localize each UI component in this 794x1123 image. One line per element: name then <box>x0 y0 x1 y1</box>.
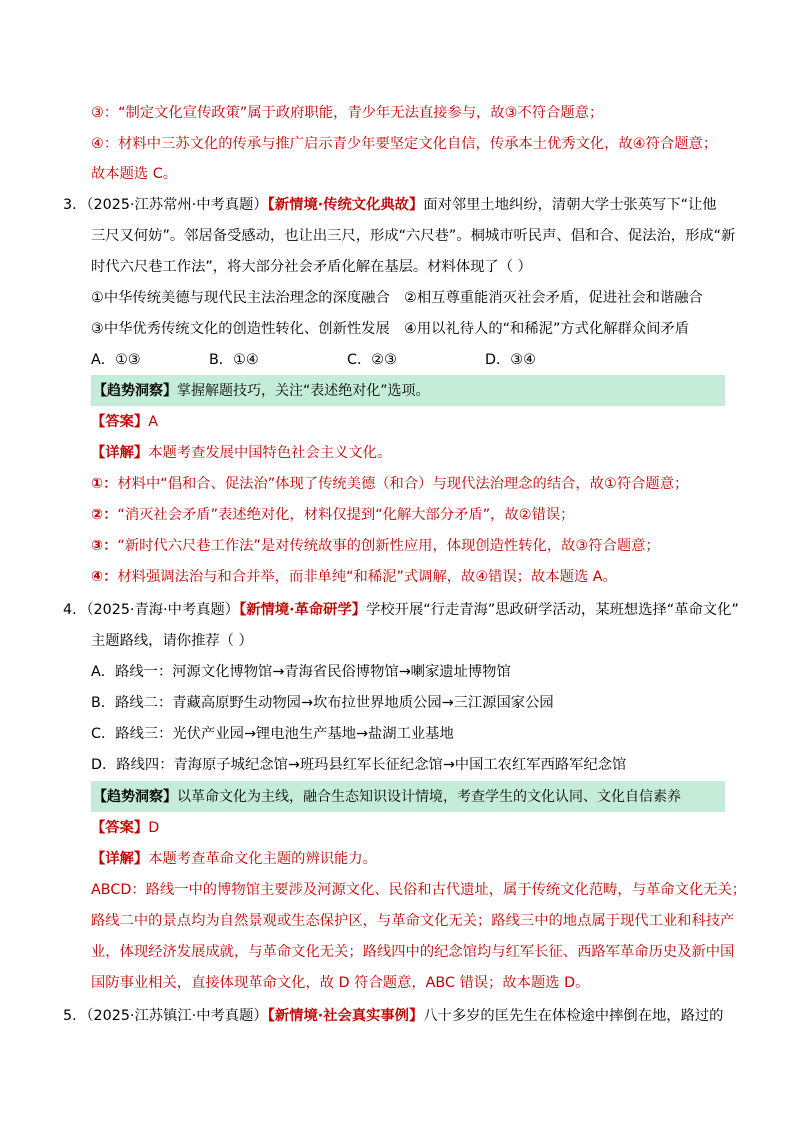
question-tag: 【新情境·社会真实事例】 <box>267 1008 424 1024</box>
q4-option-c: C．路线三：光伏产业园→锂电池生产基地→盐湖工业基地 <box>91 726 454 742</box>
q3-stem-line-1 <box>63 195 717 215</box>
question-source: （2025·江苏镇江·中考真题） <box>86 1008 268 1024</box>
q4-analysis-line-3: 业，体现经济发展成就，与革命文化无关；路线四中的纪念馆均与红军长征、西路军革命历史及新中国 <box>91 944 735 960</box>
q4-analysis-line-1: ABCD：路线一中的博物馆主要涉及河源文化、民俗和古代遗址，属于传统文化范畴，与革命文化无关； <box>91 882 747 898</box>
analysis-marker: ①： <box>91 476 118 492</box>
question-stem: 学校开展“行走青海”思政研学活动，某班想选择“革命文化” <box>366 602 739 618</box>
q3-detail <box>91 443 391 463</box>
analysis-text: 材料中“倡和合、促法治”体现了传统美德（和合）与现代法治理念的结合，故①符合题意； <box>117 476 689 492</box>
q5-stem-line-1 <box>63 1006 723 1026</box>
question-number: 4． <box>63 602 87 618</box>
analysis-marker: ②： <box>91 507 118 523</box>
q4-analysis-line-4: 国防事业相关，直接体现革命文化，故 D 符合题意，ABC 错误；故本题选 D。 <box>91 975 590 991</box>
q4-trend-insight-box <box>91 781 725 812</box>
analysis-text: “消灭社会矛盾”表述绝对化，材料仅提到“化解大部分矛盾”，故②错误； <box>117 507 575 523</box>
q2-conclusion: 故本题选 C。 <box>91 166 178 182</box>
detail-label: 【详解】 <box>91 851 149 867</box>
q4-option-d: D．路线四：青海原子城纪念馆→班玛县红军长征纪念馆→中国工农红军西路军纪念馆 <box>91 757 627 773</box>
q3-option-b: B．①④ <box>209 352 259 368</box>
q3-option-a: A．①③ <box>91 352 141 368</box>
question-source: （2025·江苏常州·中考真题） <box>86 197 268 213</box>
answer-value: A <box>148 414 158 430</box>
q4-analysis-line-2: 路线二中的景点均为自然景观或生态保护区，与革命文化无关；路线三中的地点属于现代工业和科技产 <box>91 913 735 929</box>
q3-analysis-item-2 <box>91 505 574 525</box>
q3-analysis-item-4 <box>91 567 617 587</box>
q4-option-b: B．路线二：青藏高原野生动物园→坎布拉世界地质公园→三江源国家公园 <box>91 695 554 711</box>
q3-stem-line-2: 三尺又何妨”。邻居备受感动，也让出三尺，形成“六尺巷”。桐城市听民声、倡和合、促法治，形成“新 <box>91 228 736 244</box>
q3-statement-row-1: ①中华传统美德与现代民主法治理念的深度融合 ②相互尊重能消灭社会矛盾，促进社会和谐融合 <box>91 290 703 306</box>
question-stem: 八十多岁的匡先生在体检途中摔倒在地，路过的 <box>423 1008 724 1024</box>
trend-text: 以革命文化为主线，融合生态知识设计情境，考查学生的文化认同、文化自信素养 <box>177 789 681 805</box>
question-source: （2025·青海·中考真题） <box>86 602 240 618</box>
q3-analysis-item-3 <box>91 536 660 556</box>
trend-text: 掌握解题技巧，关注“表述绝对化”选项。 <box>177 383 430 399</box>
analysis-marker: ③： <box>91 538 118 554</box>
q4-detail <box>91 849 377 869</box>
question-number: 3． <box>63 197 87 213</box>
trend-label: 【趋势洞察】 <box>93 789 177 805</box>
q4-stem-line-1 <box>63 600 739 620</box>
q4-answer <box>91 818 159 838</box>
q3-trend-insight-box <box>91 375 725 406</box>
analysis-text: “制定文化宣传政策”属于政府职能，青少年无法直接参与，故③不符合题意； <box>118 105 604 121</box>
answer-value: D <box>148 820 160 836</box>
question-tag: 【新情境·革命研学】 <box>239 602 367 618</box>
q3-stem-line-3: 时代六尺巷工作法”，将大部分社会矛盾化解在基层。材料体现了（ ） <box>91 259 532 275</box>
question-number: 5． <box>63 1008 87 1024</box>
q3-option-c: C．②③ <box>347 352 397 368</box>
q3-answer <box>91 412 158 432</box>
analysis-text: 材料中三苏文化的传承与推广启示青少年要坚定文化自信，传承本土优秀文化，故④符合题意； <box>118 136 718 152</box>
analysis-marker: ④： <box>91 136 119 152</box>
q4-stem-line-2: 主题路线，请你推荐（ ） <box>91 633 253 649</box>
q2-analysis-item-3 <box>91 103 603 123</box>
analysis-marker: ④： <box>91 569 118 585</box>
analysis-text: “新时代六尺巷工作法”是对传统故事的创新性应用，体现创造性转化，故③符合题意； <box>117 538 660 554</box>
analysis-text: 材料强调法治与和合并举，而非单纯“和稀泥”式调解，故④错误；故本题选 A。 <box>117 569 617 585</box>
question-tag: 【新情境·传统文化典故】 <box>267 197 424 213</box>
q4-option-a: A．路线一：河源文化博物馆→青海省民俗博物馆→喇家遗址博物馆 <box>91 664 511 680</box>
answer-label: 【答案】 <box>91 414 149 430</box>
trend-label: 【趋势洞察】 <box>93 383 177 399</box>
analysis-marker: ③： <box>91 105 119 121</box>
q3-analysis-item-1 <box>91 474 688 494</box>
question-stem: 面对邻里土地纠纷，清朝大学士张英写下“让他 <box>423 197 717 213</box>
detail-label: 【详解】 <box>91 445 149 461</box>
q3-statement-row-2: ③中华优秀传统文化的创造性转化、创新性发展 ④用以礼待人的“和稀泥”方式化解群众间矛盾 <box>91 321 690 337</box>
detail-text: 本题考查发展中国特色社会主义文化。 <box>148 445 392 461</box>
q3-option-d: D．③④ <box>485 352 536 368</box>
detail-text: 本题考查革命文化主题的辨识能力。 <box>148 851 377 867</box>
q2-analysis-item-4 <box>91 134 717 154</box>
answer-label: 【答案】 <box>91 820 149 836</box>
